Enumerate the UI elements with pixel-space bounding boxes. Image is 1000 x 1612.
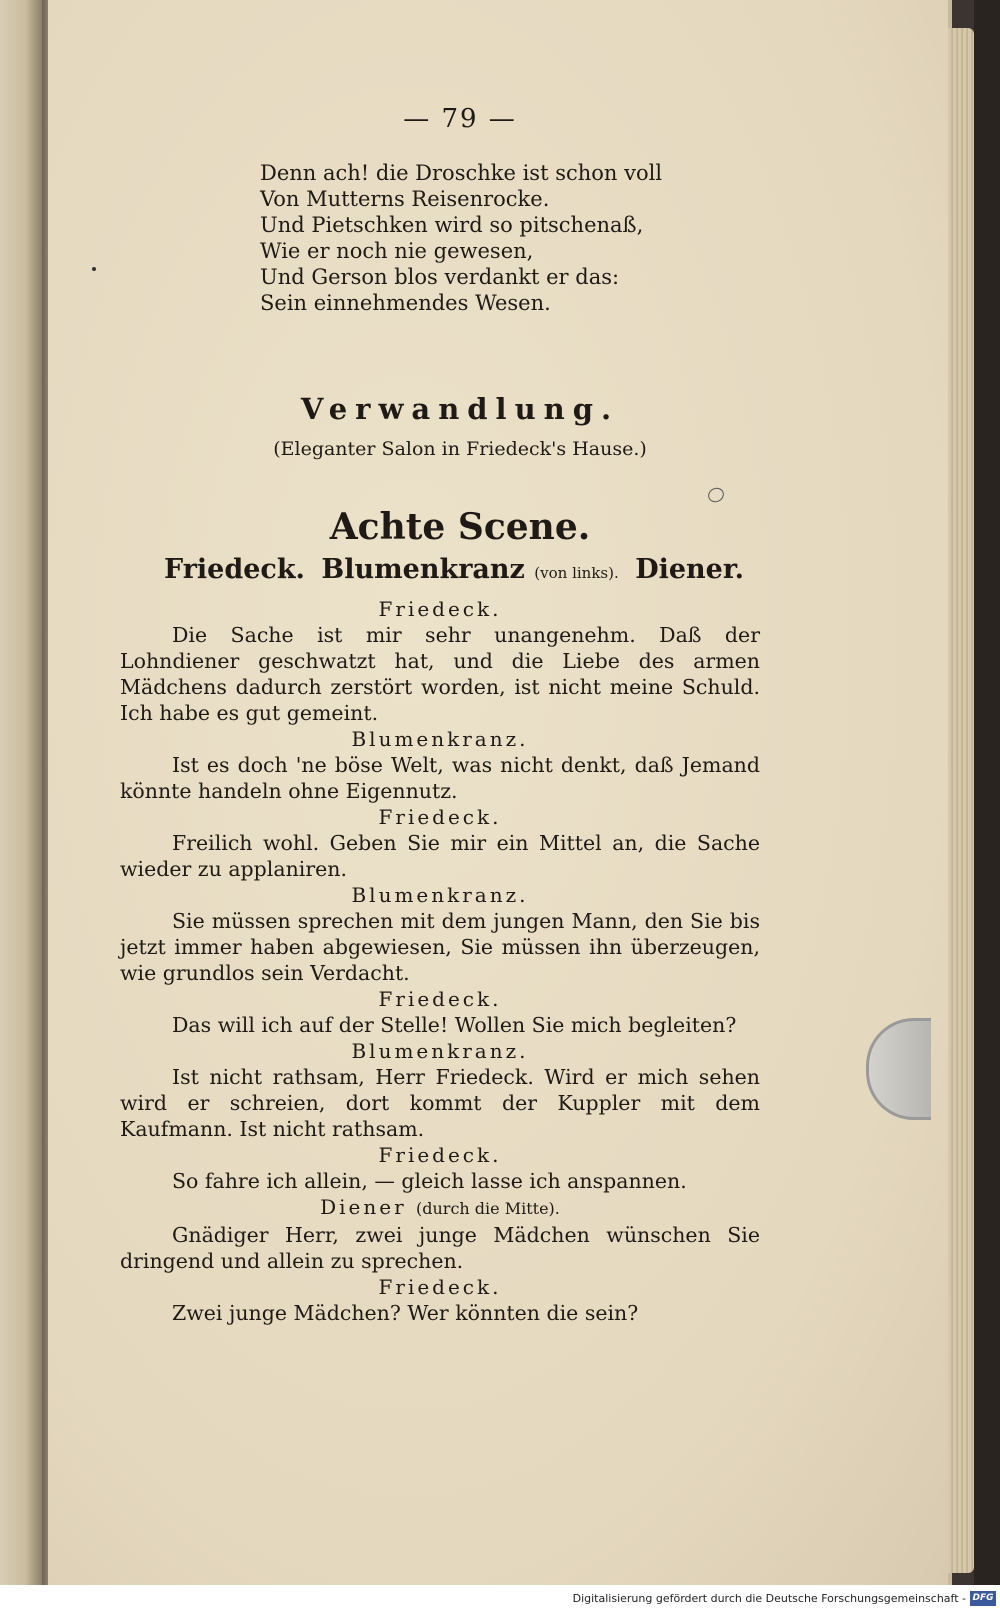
speech-text: Ist nicht rathsam, Herr Friedeck. Wird er mich sehen wird er schreien, dort kommt der Kuppler mit dem Kaufmann. Ist nicht rathsam.: [120, 1065, 760, 1141]
background-edge: [974, 0, 1000, 1585]
speaker-name: [120, 596, 760, 622]
page-number: — 79 —: [403, 104, 517, 134]
verse-line: Sein einnehmendes Wesen.: [260, 291, 551, 315]
speaker-label: Blumenkranz.: [351, 727, 529, 751]
speaker-name: [120, 1274, 760, 1300]
speaker-label: Friedeck.: [378, 987, 502, 1011]
verse-line: Wie er noch nie gewesen,: [260, 239, 534, 263]
speaker-label: Friedeck.: [378, 805, 502, 829]
speech-text: Die Sache ist mir sehr unangenehm. Daß der Lohndiener geschwatzt hat, und die Liebe des armen Mädchens dadurch zerstört worden, ist nicht meine Schuld. Ich habe es gut gemeint.: [120, 623, 760, 725]
speaker-name: [120, 726, 760, 752]
verse-line: Von Mutterns Reisenrocke.: [260, 187, 550, 211]
ink-dot: [92, 267, 96, 271]
speaker-name: [120, 882, 760, 908]
dfg-logo: DFG: [970, 1591, 996, 1606]
cast-list: [164, 554, 744, 585]
speaker-name: [120, 804, 760, 830]
funding-credit: Digitalisierung gefördert durch die Deutsche Forschungsgemeinschaft -: [572, 1592, 966, 1605]
speaker-direction: (durch die Mitte).: [416, 1199, 560, 1218]
speech-text: Freilich wohl. Geben Sie mir ein Mittel an, die Sache wieder zu applaniren.: [120, 831, 760, 881]
speaker-label: Blumenkranz.: [351, 1039, 529, 1063]
speech-text: Zwei junge Mädchen? Wer könnten die sein?: [172, 1301, 639, 1325]
speaker-label: Friedeck.: [378, 1143, 502, 1167]
scene-title: Achte Scene.: [329, 506, 591, 548]
left-page-edge: [0, 0, 42, 1585]
speaker-label: Friedeck.: [378, 597, 502, 621]
speech-text: Das will ich auf der Stelle! Wollen Sie mich begleiten?: [172, 1013, 737, 1037]
speech-text: Gnädiger Herr, zwei junge Mädchen wünschen Sie dringend und allein zu sprechen.: [120, 1223, 760, 1273]
verse-line: Denn ach! die Droschke ist schon voll: [260, 161, 663, 185]
transformation-heading: Verwandlung.: [300, 392, 620, 426]
verse-block: [260, 160, 900, 316]
footer-bar: [0, 1585, 1000, 1612]
speaker-name: [120, 986, 760, 1012]
speaker-name: [120, 1038, 760, 1064]
cast-member-blumenkranz: [321, 554, 618, 585]
cast-member-diener: Diener.: [635, 554, 744, 585]
speech-text: Sie müssen sprechen mit dem jungen Mann, den Sie bis jetzt immer haben abgewiesen, Sie müssen ihn überzeugen, wie grundlos sein Verdacht.: [120, 909, 760, 985]
speech-text: Ist es doch 'ne böse Welt, was nicht denkt, daß Jemand könnte handeln ohne Eigennutz.: [120, 753, 760, 803]
cast-member-direction: (von links).: [534, 564, 619, 582]
verse-line: Und Gerson blos verdankt er das:: [260, 265, 620, 289]
speaker-name: [120, 1194, 760, 1222]
cast-member-friedeck: Friedeck.: [164, 554, 305, 585]
speaker-label: Diener: [320, 1195, 407, 1219]
speaker-name: [120, 1142, 760, 1168]
speech-text: So fahre ich allein, — gleich lasse ich anspannen.: [172, 1169, 687, 1193]
speaker-label: Friedeck.: [378, 1275, 502, 1299]
dialogue-block: [120, 596, 760, 1326]
stage-direction: (Eleganter Salon in Friedeck's Hause.): [273, 438, 647, 460]
verse-line: Und Pietschken wird so pitschenaß,: [260, 213, 644, 237]
page-edges: [948, 28, 974, 1573]
speaker-label: Blumenkranz.: [351, 883, 529, 907]
cast-member-name: Blumenkranz: [321, 554, 525, 585]
